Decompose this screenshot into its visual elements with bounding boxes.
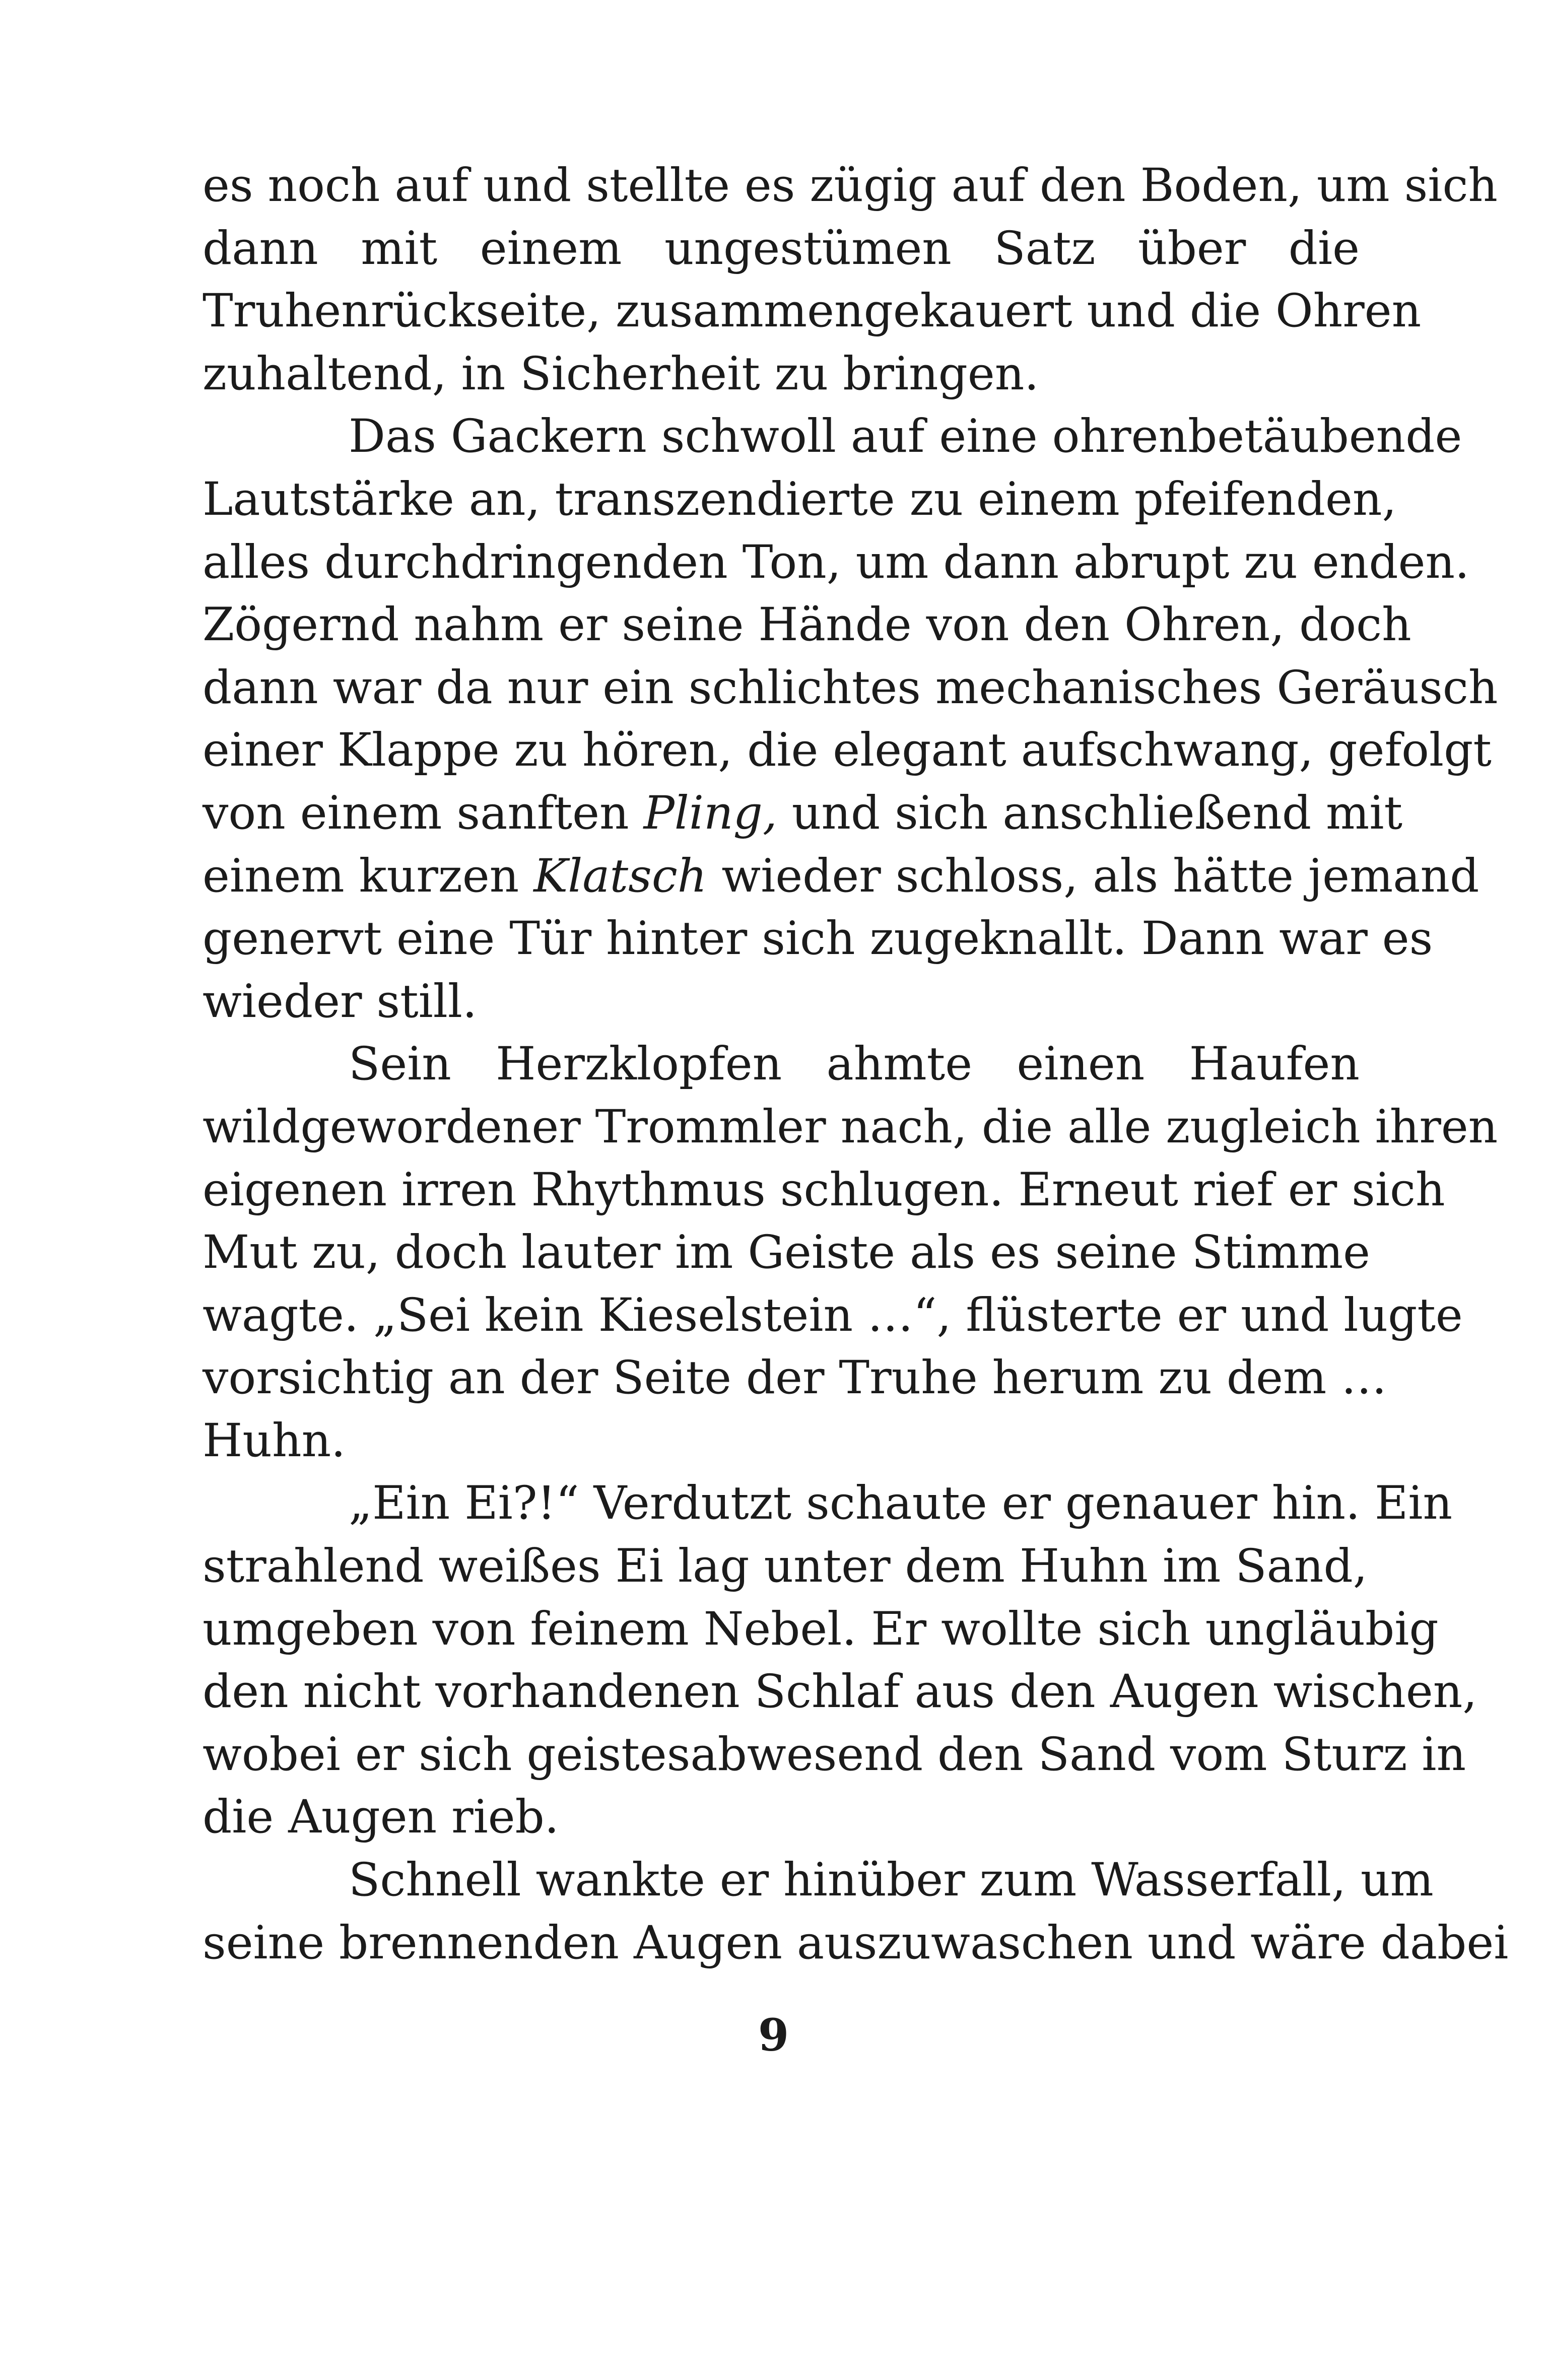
text-segment: eigenen irren Rhythmus schlugen. Erneut rief er sich [203,1163,1445,1216]
text-line [203,1096,1498,1159]
text-segment: „Ein Ei?!“ Verdutzt schaute er genauer hin. Ein [349,1477,1453,1530]
paragraph [203,1033,1498,1472]
text-segment: einem kurzen [203,849,534,903]
text-segment: wagte. „Sei kein Kieselstein …“, flüsterte er und lugte [203,1288,1463,1342]
text-segment: wieder still. [203,975,477,1028]
text-line [203,1535,1368,1598]
body-text [203,155,1509,1975]
text-segment: den nicht vorhandenen Schlaf aus den Augen wischen, [203,1665,1477,1719]
text-line [203,343,1360,406]
text-segment: wildgewordener Trommler nach, die alle zugleich ihren [203,1100,1498,1153]
text-line [203,1033,1360,1096]
text-line [203,1661,1477,1724]
text-segment: Zögernd nahm er seine Hände von den Ohren, doch [203,598,1411,652]
paragraph [203,1472,1477,1849]
text-line [203,845,1479,908]
text-segment: wobei er sich geistesabwesend den Sand vom Sturz in [203,1728,1466,1781]
text-line [203,218,1360,281]
text-line [203,1284,1463,1347]
text-segment: es noch auf und stellte es zügig auf den Boden, um sich [203,159,1498,212]
text-segment: einer Klappe zu hören, die elegant aufschwang, gefolgt [203,724,1492,777]
text-line [203,1159,1445,1222]
text-line [203,719,1492,782]
italic-text: Klatsch [533,849,707,903]
text-segment: Schnell wankte er hinüber zum Wasserfall, um [349,1854,1434,1907]
text-segment: zuhaltend, in Sicherheit zu bringen. [203,347,1039,400]
text-segment: Mut zu, doch lauter im Geiste als es seine Stimme [203,1226,1371,1279]
text-line [203,594,1411,657]
text-line [203,1410,1360,1473]
text-line [203,657,1498,720]
text-segment: dann war da nur ein schlichtes mechanisches Geräusch [203,661,1498,714]
text-line [203,405,1462,468]
text-line [203,1221,1371,1284]
text-line [203,280,1422,343]
text-line [203,1724,1466,1787]
text-line [203,531,1469,594]
text-segment: dann mit einem ungestümen Satz über die [203,222,1360,275]
text-line [203,971,1360,1034]
text-line [203,908,1433,971]
paragraph [203,1849,1509,1975]
text-segment: Huhn. [203,1414,346,1467]
text-segment: von einem sanften [203,786,644,840]
text-segment: vorsichtig an der Seite der Truhe herum zu dem … [203,1351,1387,1405]
text-segment: strahlend weißes Ei lag unter dem Huhn im Sand, [203,1540,1368,1593]
text-segment: seine brennenden Augen auszuwaschen und wäre dabei [203,1916,1509,1969]
text-line [203,155,1498,218]
text-line [203,782,1403,845]
italic-text: Pling, [643,786,777,840]
text-line [203,1849,1434,1912]
text-segment: alles durchdringenden Ton, um dann abrupt zu enden. [203,535,1469,589]
text-line [203,1598,1439,1661]
text-line [203,468,1397,531]
text-segment: Lautstärke an, transzendierte zu einem pfeifenden, [203,472,1397,526]
text-segment: genervt eine Tür hinter sich zugeknallt. Dann war es [203,912,1433,966]
text-line [203,1786,1360,1849]
text-segment: Das Gackern schwoll auf eine ohrenbetäubende [349,410,1462,463]
text-segment: umgeben von feinem Nebel. Er wollte sich ungläubig [203,1602,1439,1656]
text-segment: Truhenrückseite, zusammengekauert und die Ohren [203,285,1422,338]
text-line [203,1472,1453,1535]
page-number: 9 [758,2009,789,2061]
text-line [203,1347,1387,1410]
paragraph [203,405,1498,1033]
text-segment: und sich anschließend mit [777,786,1403,840]
paragraph [203,155,1498,405]
text-line [203,1912,1509,1975]
text-segment: die Augen rieb. [203,1791,559,1844]
text-segment: Sein Herzklopfen ahmte einen Haufen [349,1038,1360,1091]
text-segment: wieder schloss, als hätte jemand [707,849,1479,903]
